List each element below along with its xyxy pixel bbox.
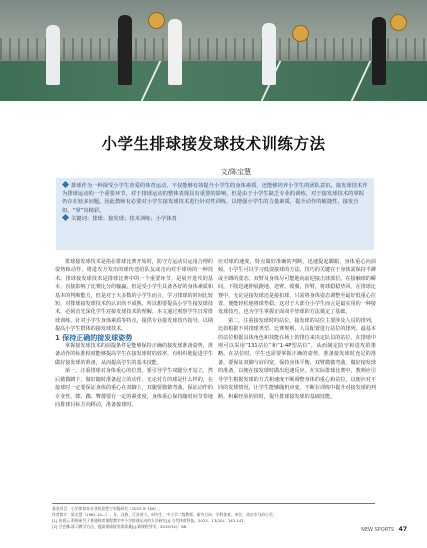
abstract-paragraph bbox=[62, 182, 368, 215]
intro-paragraph: 排球接发球技术是指在排球比赛开始时，防守方运动员运用合理的姿势和动作，将进攻方发出的球传送给队友或击向对手球场的一种技术。排球接发球技术是排球比赛中的一个重要环节，是展开进攻的基本，直接影响了比赛比分的输赢。但是受小学生具备各好的身体素质和基本的判断能力，但是对于大多数的小学生而言，学习排球的时间比较短，对排球接发球技术的认识尚不成熟，所以想要提高小学生接发球技术，必须首先深化学生对接发球技术的理解。本文通过观察学生日常排球训练，针对小学生身体素质等特点，提供专业接发球技巧指导，以期提高小学生群体的接发球技术。 bbox=[55, 259, 213, 333]
volleyball bbox=[390, 14, 407, 31]
magazine-name: NEW SPORTS bbox=[361, 527, 395, 533]
footnotes bbox=[52, 503, 375, 530]
keywords-line: 关键词：排球；接发球；技术训练；小学体育 bbox=[62, 215, 368, 223]
abstract-text: 排球作为一种深受小学生喜爱的体育运动，不仅能够有效提升小学生的身体素质，还能够培养小学生的团队意识。接发球技术作为排球运动的一个重要环节，对于排球运动的整体表现具有重要的影响，但是由于小学生缺乏专业的训练，对于接发球技术的掌握仍存在较多问题。因此教师有必要对小学生接发球技术进行针对性训练，以增强小学生的力量素质，提升动作的敏捷性，接发自如，“掌”出精彩。 bbox=[62, 183, 368, 214]
student-figure bbox=[262, 23, 276, 85]
left-column bbox=[55, 258, 213, 409]
right-column bbox=[218, 258, 376, 401]
page-number: 47 bbox=[398, 526, 407, 533]
header-photo bbox=[0, 0, 427, 101]
body-paragraph: 第一，注重排球对身体重心的位置，要引导学生双腿分开站立，然后微微蹲下，做好随时准备起立的动作，无论对方的球是什么样的，在接球时一定要保证身体的重心在双脚上，双腿要微微弯曲，保证动作的专业性，膝、踝、臀都要有一定的紧张度，身体重心保持随时向节奏地向排球目标方向移动，准备接球时， bbox=[55, 368, 213, 408]
student-figure bbox=[372, 17, 386, 85]
student-figure bbox=[168, 19, 182, 85]
photo-fence bbox=[0, 38, 427, 60]
footnote: 基金项目：小学体育本专业的思想与实践研究（2023 JY 108）。 bbox=[52, 506, 163, 511]
footnote: 作者简介：陈宝慧（1981.10—），女，汉族，江苏省人，研究生，中小学二级教师，研究方向：学科体育。单位：南京市马府小学。 bbox=[52, 512, 277, 517]
body-paragraph: 第二，注重接发球时的站位。接发球的站位主要涉及人员的排列，比如根据不同排球类型、比赛规则，人员配置进行站位的排列。最基本的站位根据具体角色和技能在场上的排位来决定队员的站位。在排球中则可以采用“131站位”和“1-4P型站位”，从而制定防守和进攻的策略。在站位时，学生也需要掌握正确的姿势，准备接发球时充足的准备，要保证双脚与肩同宽，保持身体平衡，双臂微微弯曲，做好接发球的准备，以便在接发球时做出迅速反应。在实际排球比赛中，教师应引导学生根据发球的方式和速度不断调整身体的重心和站位，以便应对不同的发球情况，让学生能够随机应变，不断在训练中提升对接发球的判断，积累经验的同时，提升排球接发球的基础技能。 bbox=[218, 317, 376, 400]
volleyball bbox=[292, 25, 309, 42]
reference: [1] 张春云.积极研究于普通体育课程教学中小学排球运动的方法研究[J].当代体育科技，2023，13(20)：143-147. bbox=[52, 518, 245, 523]
student-figure bbox=[46, 25, 60, 85]
keywords-text: 排球；接发球；技术训练；小学体育 bbox=[92, 215, 177, 222]
body-paragraph: 掌握接发球技术的前提条件是能够保持正确的接发球准备姿势，准备动作的标准程度能够提高学生在接发球时的效率，有组织地促进学生做好接发球的准备，从而提高学生的基本技能。 bbox=[55, 343, 213, 366]
article-title: 小学生排球接发球技术训练方法 bbox=[101, 135, 326, 153]
track-line bbox=[351, 61, 372, 101]
diamond-bullet-icon bbox=[62, 181, 69, 188]
student-figure bbox=[118, 15, 132, 85]
page-footer bbox=[361, 526, 407, 533]
diamond-bullet-icon bbox=[62, 214, 69, 221]
article-author: 文/陈宝慧 bbox=[220, 168, 251, 176]
section-heading: 1 保持正确的接发球姿势 bbox=[55, 333, 133, 342]
body-paragraph: 应对球的速度、特点做好准确的判断，迅速提起脚跟，身体重心向前倾，小学生可以学习低姿接球的方法，技巧的关键在于身体需保持半蹲或全蹲的姿态，双臂及身体尽可能地向前迎接击球部位。在接触球的瞬间，下肢迅速伸展蹬地、送臂、收腹、挥臂，将球稳稳垫回。在排球比赛中，无论是接发球还是接扣球，只需将身体姿态调整至最好低重心位置，便能轻松地将球垫稳。这对于大部分小学生而言是最实用的一种接发球技巧，也为学生掌握正面双手垫球的方法奠定了基础。 bbox=[218, 259, 376, 316]
photo-track bbox=[0, 61, 427, 101]
volleyball bbox=[148, 12, 165, 29]
track-line bbox=[141, 61, 162, 101]
reference: [2] 吕会娜.练习教学方法，提高排球接发球质量[J].新课程导学，2019(32)：68. bbox=[52, 524, 188, 529]
abstract-box bbox=[56, 178, 374, 250]
